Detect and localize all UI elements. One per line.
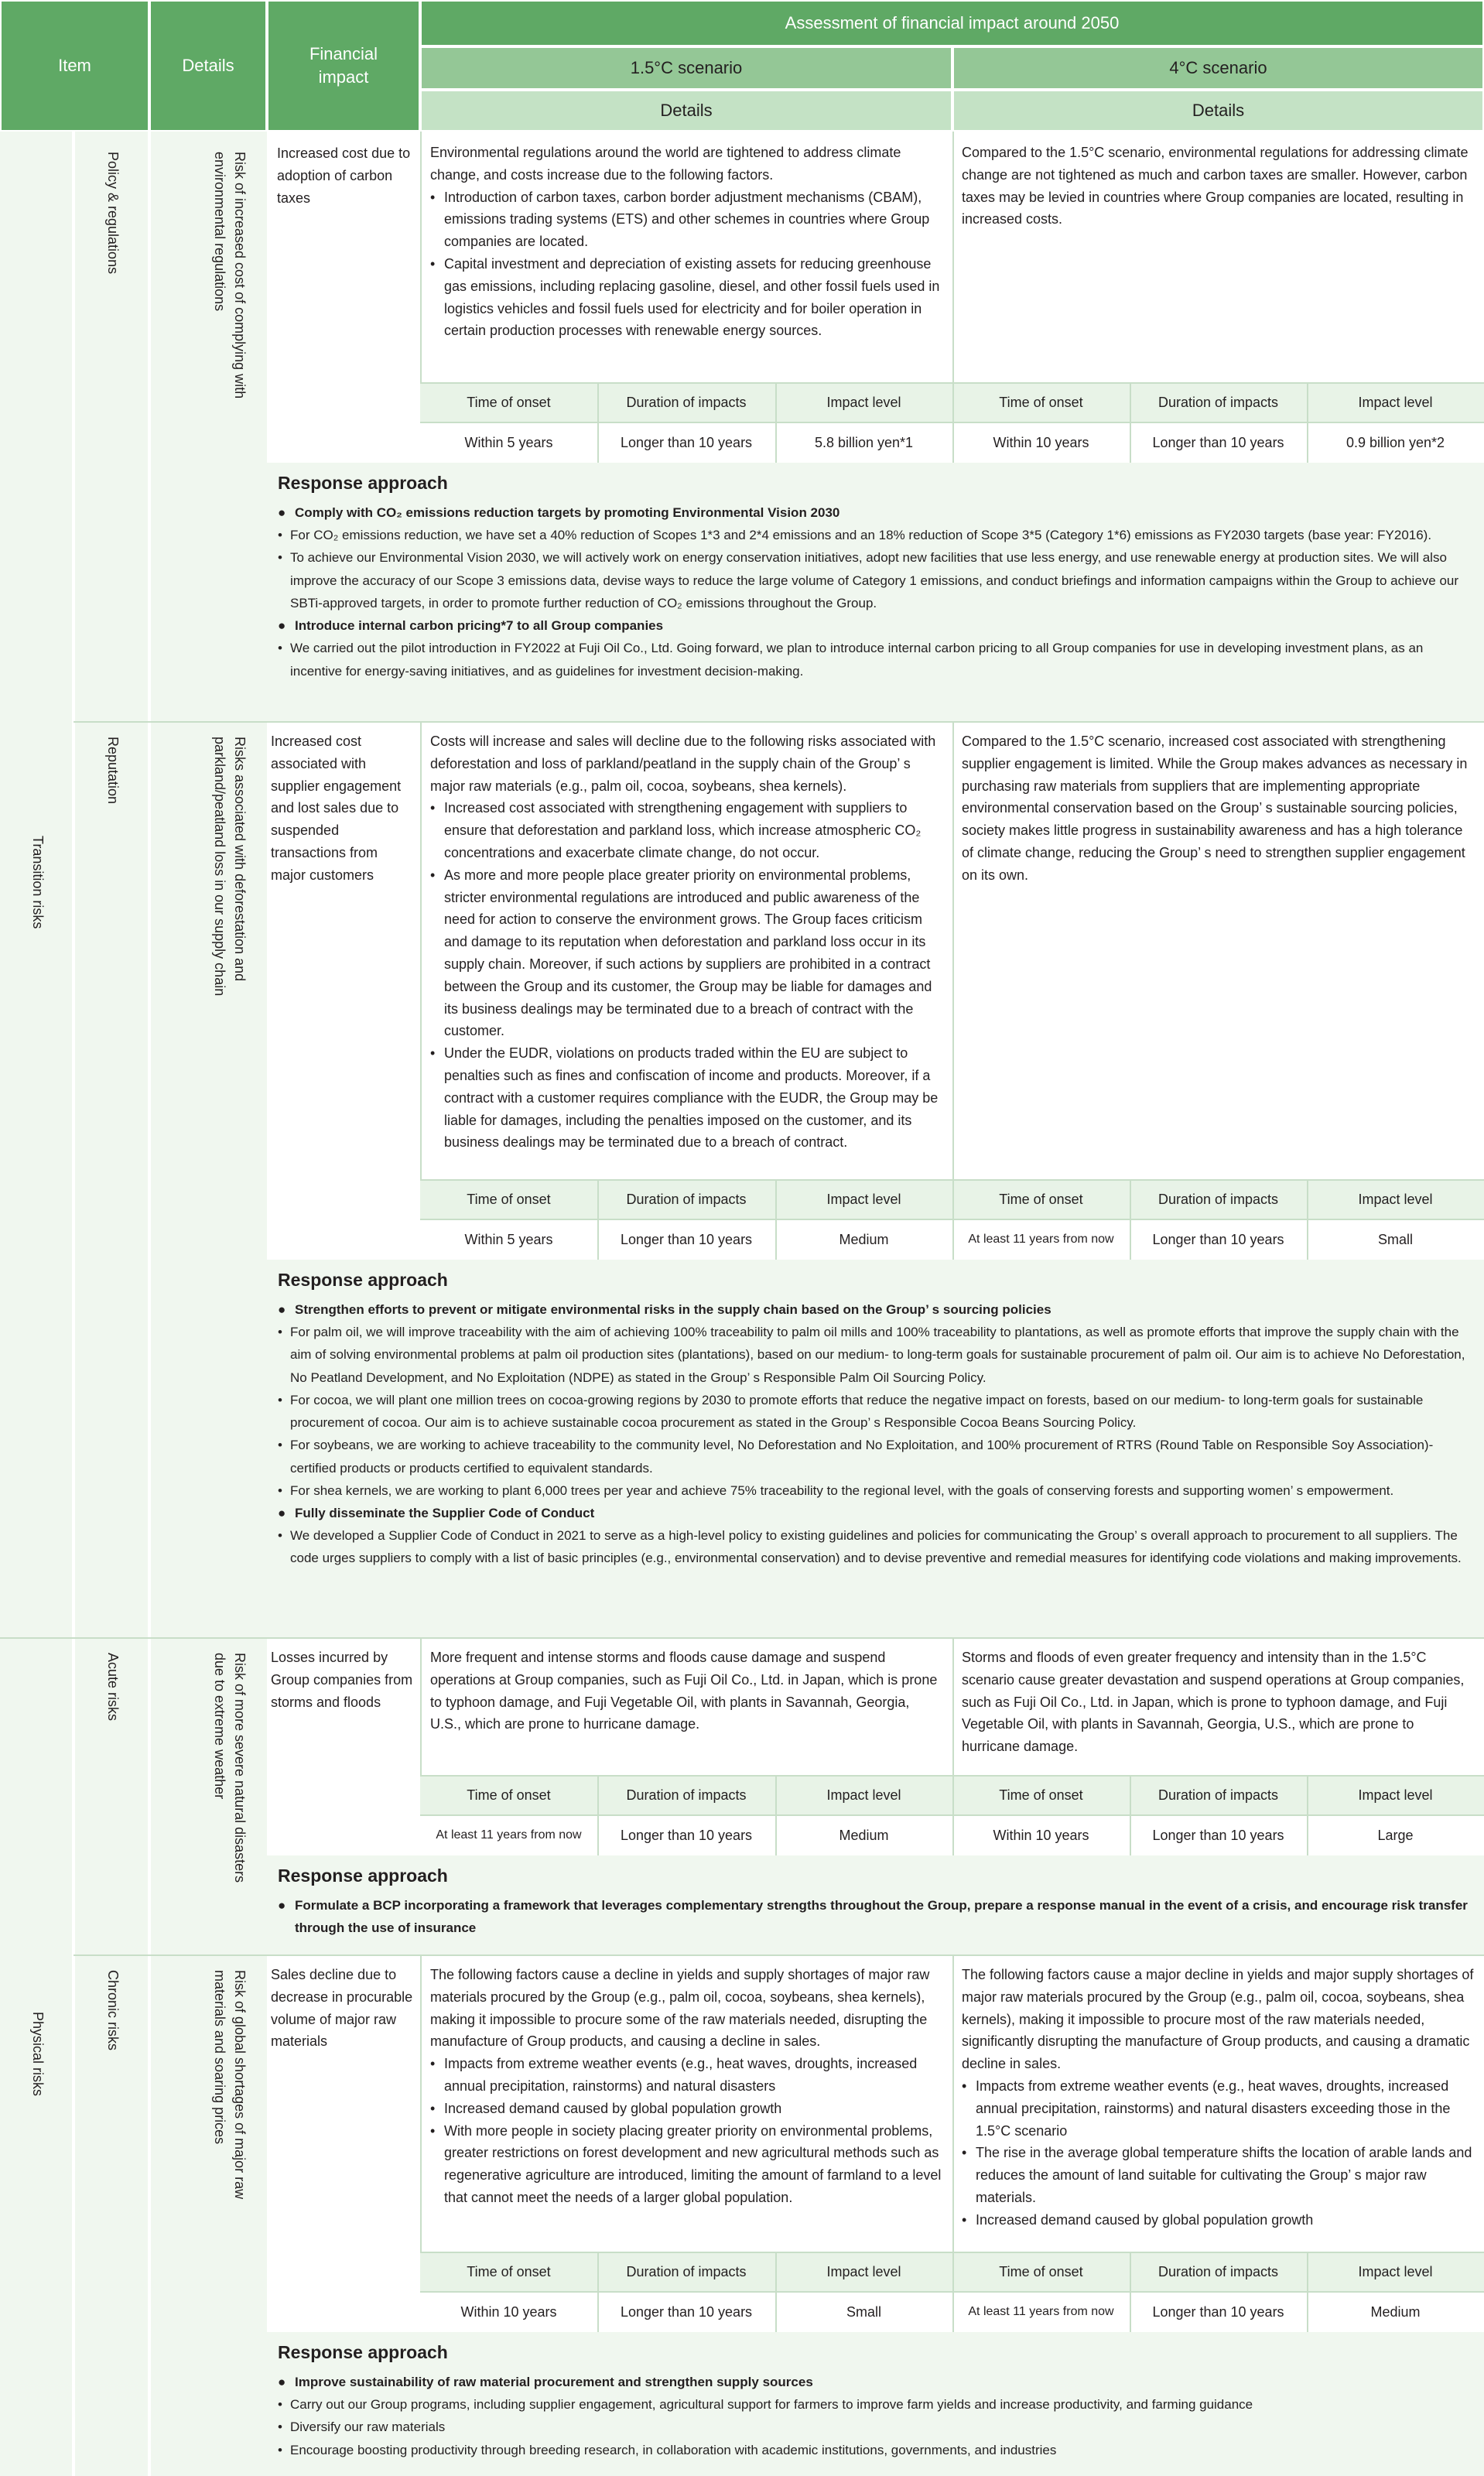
response-items xyxy=(278,524,1473,614)
metric-line xyxy=(1307,1775,1308,1855)
response-approach-chronic xyxy=(267,2332,1484,2476)
detail-acute: Risk of more severe natural disasters due to extreme weather xyxy=(212,1653,248,1883)
subcategory-reputation: Reputation xyxy=(105,737,121,805)
response-heading: ● Fully disseminate the Supplier Code of Conduct xyxy=(278,1502,1473,1524)
row3-bottom-divider xyxy=(74,1954,1484,1956)
s15-desc-chronic xyxy=(430,1964,942,2209)
response-approach-reputation xyxy=(267,1260,1484,1637)
metric-head-level: Impact level xyxy=(1307,382,1484,422)
metric-head-duration: Duration of impacts xyxy=(1130,382,1307,422)
s4-desc-reputation xyxy=(962,730,1474,887)
s15-level-value: Small xyxy=(775,2292,952,2332)
s15-bullet: • Impacts from extreme weather events (e.g., heat waves, droughts, increased annual precipitation, rainstorms) and natural disasters xyxy=(430,2053,942,2098)
response-item: • We carried out the pilot introduction in FY2022 at Fuji Oil Co., Ltd. Going forward, we plan to introduce internal carbon pricing to all Group companies for use in developing investment plans, as an incentive for energy-saving initiatives, and as guidelines for investment decision-making. xyxy=(278,637,1473,682)
row1-bottom-divider xyxy=(74,721,1484,723)
metric-head-onset: Time of onset xyxy=(952,2252,1130,2292)
s4-duration-value: Longer than 10 years xyxy=(1130,1219,1307,1260)
metric-line xyxy=(952,1775,954,1855)
financial-impact-chronic: Sales decline due to decrease in procurable volume of major raw materials xyxy=(271,1967,413,2050)
s15-bullet: • Introduction of carbon taxes, carbon border adjustment mechanisms (CBAM), emissions trading systems (ETS) and other schemes in countries where Group companies are located. xyxy=(430,186,942,253)
s15-onset-value: Within 10 years xyxy=(420,2292,597,2332)
metric-head-level: Impact level xyxy=(1307,1775,1484,1815)
metric-head-duration: Duration of impacts xyxy=(597,1775,775,1815)
header-scenario-15 xyxy=(420,46,952,90)
s15-bullets-reputation xyxy=(430,797,942,1154)
subcat-column-physical xyxy=(75,1639,149,2476)
s4-level-value: 0.9 billion yen*2 xyxy=(1307,422,1484,463)
metric-line xyxy=(952,382,954,463)
header-assessment-label: Assessment of financial impact around 2050 xyxy=(785,13,1120,33)
s4-onset-value: Within 10 years xyxy=(952,1815,1130,1855)
s15-onset-value: Within 5 years xyxy=(420,1219,597,1260)
header-item-label: Item xyxy=(58,56,91,76)
response-items xyxy=(278,1321,1473,1502)
response-heading: ● Formulate a BCP incorporating a framework that leverages complementary strengths throughout the Group, prepare a response manual in the event of a crisis, and encourage risk transfer through the use of insurance xyxy=(278,1894,1473,1939)
s15-bullet: • Under the EUDR, violations on products traded within the EU are subject to penalties such as fines and confiscation of income and products. Moreover, if a contract with a customer requires compliance with the EUDR, the Group may be liable for damages, including the penalties imposed on the customer, and its business dealings may be terminated due to a breach of contract. xyxy=(430,1042,942,1154)
metrics-chronic xyxy=(420,2252,1484,2332)
metric-head-onset: Time of onset xyxy=(420,1775,597,1815)
metric-head-level: Impact level xyxy=(1307,2252,1484,2292)
metric-line xyxy=(597,1179,599,1260)
s15-level-value: Medium xyxy=(775,1219,952,1260)
physical-risks-label: Physical risks xyxy=(30,2012,46,2097)
metric-head-duration: Duration of impacts xyxy=(597,2252,775,2292)
s15-duration-value: Longer than 10 years xyxy=(597,1815,775,1855)
metric-line xyxy=(1130,1775,1131,1855)
s4-level-value: Large xyxy=(1307,1815,1484,1855)
response-item: • Encourage boosting productivity through breeding research, in collaboration with academic institutions, governments, and industries xyxy=(278,2439,1473,2461)
s4-desc-acute xyxy=(962,1647,1474,1758)
s4-duration-value: Longer than 10 years xyxy=(1130,1815,1307,1855)
scenario-4-label: 4°C scenario xyxy=(1169,58,1267,78)
response-title: Response approach xyxy=(278,1270,448,1290)
metric-line xyxy=(1307,1179,1308,1260)
header-item xyxy=(0,0,149,132)
s4-intro-policy: Compared to the 1.5°C scenario, environmental regulations for addressing climate change are not tightened as much and carbon taxes are smaller. However, carbon taxes may be levied in countries where Group companies are located, resulting in increased costs. xyxy=(962,145,1469,227)
subcategory-acute: Acute risks xyxy=(105,1653,121,1722)
metric-head-level: Impact level xyxy=(775,2252,952,2292)
s15-bullets-chronic xyxy=(430,2053,942,2209)
s15-desc-reputation xyxy=(430,730,942,1154)
response-title: Response approach xyxy=(278,1866,448,1886)
s15-onset-value: Within 5 years xyxy=(420,422,597,463)
subcategory-policy: Policy & regulations xyxy=(105,152,121,275)
metric-line xyxy=(952,2252,954,2332)
s4-onset-value: At least 11 years from now xyxy=(952,1219,1130,1260)
metric-line xyxy=(775,2252,777,2332)
header-details xyxy=(149,0,267,132)
s15-duration-value: Longer than 10 years xyxy=(597,1219,775,1260)
detail-chronic: Risk of global shortages of major raw materials and soaring prices xyxy=(212,1970,248,2200)
metric-head-level: Impact level xyxy=(775,1775,952,1815)
s4-bullet: • The rise in the average global temperature shifts the location of arable lands and reduces the amount of land suitable for cultivating the Group’ s major raw materials. xyxy=(962,2142,1474,2208)
metric-head-duration: Duration of impacts xyxy=(1130,1775,1307,1815)
response-title: Response approach xyxy=(278,473,448,493)
s15-duration-value: Longer than 10 years xyxy=(597,422,775,463)
response-title: Response approach xyxy=(278,2342,448,2362)
subcategory-chronic: Chronic risks xyxy=(105,1970,121,2051)
s4-bullets-chronic xyxy=(962,2075,1474,2231)
response-heading: ● Comply with CO₂ emissions reduction targets by promoting Environmental Vision 2030 xyxy=(278,501,1473,524)
s4-onset-value: At least 11 years from now xyxy=(952,2292,1130,2332)
s15-intro-reputation: Costs will increase and sales will decline due to the following risks associated with deforestation and loss of parkland/peatland in the supply chain of the Group’ s major raw materials (e.g., palm oil, cocoa, soybeans, shea kernels). xyxy=(430,734,936,794)
metric-head-onset: Time of onset xyxy=(420,1179,597,1219)
s15-level-value: 5.8 billion yen*1 xyxy=(775,422,952,463)
header-details-4 xyxy=(952,90,1484,132)
s15-bullets-policy xyxy=(430,186,942,343)
metrics-reputation xyxy=(420,1179,1484,1260)
subcat-column-transition xyxy=(75,132,149,1637)
header-scenario-4 xyxy=(952,46,1484,90)
s15-desc-policy xyxy=(430,142,942,342)
response-item: • Carry out our Group programs, including supplier engagement, agricultural support for farmers to improve farm yields and increase productivity, and farming guidance xyxy=(278,2393,1473,2416)
response-item: • For cocoa, we will plant one million trees on cocoa-growing regions by 2030 to promote efforts that reduce the negative impact on forests, based on our medium- to long-term goals for sustainable procurement of cocoa. Our aim is to achieve sustainable cocoa procurement as stated in the Group’ s Responsible Cocoa Beans Sourcing Policy. xyxy=(278,1389,1473,1434)
response-item: • For palm oil, we will improve traceability with the aim of achieving 100% traceability to palm oil mills and 100% traceability to plantations, as well as promote efforts that improve the supply chain with the aim of solving environmental problems at palm oil production sites (plantations), based on our medium- to long-term goals for sustainable procurement of palm oil. Our aim is to achieve No Deforestation, No Peatland Development, and No Exploitation (NDPE) as stated in the Group’ s Responsible Palm Oil Sourcing Policy. xyxy=(278,1321,1473,1389)
s15-bullet: • Increased demand caused by global population growth xyxy=(430,2098,942,2120)
s4-onset-value: Within 10 years xyxy=(952,422,1130,463)
response-item: • We developed a Supplier Code of Conduct in 2021 to serve as a high-level policy to existing guidelines and policies for communicating the Group’ s overall approach to procurement to all suppliers. The code urges suppliers to comply with a list of basic principles (e.g., environmental conservation) and to devise preventive and remedial measures for identifying code violations and making improvements. xyxy=(278,1524,1473,1569)
s4-intro-acute: Storms and floods of even greater frequency and intensity than in the 1.5°C scenario cause greater devastation and suspend operations at Group companies, such as Fuji Oil Co., Ltd. in Japan, which is prone to typhoon damage, and Fuji Vegetable Oil, with plants in Savannah, Georgia, U.S., which are prone to hurricane damage. xyxy=(962,1650,1465,1755)
metric-head-onset: Time of onset xyxy=(952,382,1130,422)
metric-line xyxy=(597,2252,599,2332)
response-item: • To achieve our Environmental Vision 2030, we will actively work on energy conservation initiatives, adopt new facilities that use less energy, and use renewable energy at production sites. We will also improve the accuracy of our Scope 3 emissions data, devise ways to reduce the large volume of Category 1 emissions, and conduct briefings and information campaigns within the Group to achieve our SBTi-approved targets, in order to promote further reduction of CO₂ emissions throughout the Group. xyxy=(278,546,1473,614)
metric-line xyxy=(952,1179,954,1260)
metric-head-level: Impact level xyxy=(775,382,952,422)
s4-intro-chronic: The following factors cause a major decline in yields and major supply shortages of major raw materials procured by the Group (e.g., palm oil, cocoa, soybeans, shea kernels), making it impossible to procure most of the raw materials needed, significantly disrupting the manufacture of Group products, and causing a dramatic decline in sales. xyxy=(962,1967,1474,2072)
metric-head-onset: Time of onset xyxy=(420,382,597,422)
details-15-label: Details xyxy=(660,101,713,121)
detail-policy: Risk of increased cost of complying with environmental regulations xyxy=(212,152,248,399)
metric-line xyxy=(1307,2252,1308,2332)
s4-duration-value: Longer than 10 years xyxy=(1130,422,1307,463)
s15-onset-value: At least 11 years from now xyxy=(420,1815,597,1855)
transition-risks-label: Transition risks xyxy=(30,836,46,929)
s4-level-value: Medium xyxy=(1307,2292,1484,2332)
s15-bullet: • With more people in society placing greater priority on environmental problems, greater restrictions on forest development and new agricultural methods such as regenerative agriculture are introduced, limiting the amount of farmland to a level that cannot meet the needs of a larger global population. xyxy=(430,2120,942,2209)
metric-head-level: Impact level xyxy=(1307,1179,1484,1219)
s4-duration-value: Longer than 10 years xyxy=(1130,2292,1307,2332)
s15-intro-acute: More frequent and intense storms and floods cause damage and suspend operations at Group companies, such as Fuji Oil Co., Ltd. in Japan, which is prone to typhoon damage, and Fuji Vegetable Oil, with plants in Savannah, Georgia, U.S., which are prone to hurricane damage. xyxy=(430,1650,938,1732)
metric-head-duration: Duration of impacts xyxy=(1130,2252,1307,2292)
s4-intro-reputation: Compared to the 1.5°C scenario, increased cost associated with strengthening supplier engagement is limited. While the Group makes advances as necessary in purchasing raw materials from suppliers that are implementing appropriate environmental conservation based on the Group’ s sustainable sourcing policies, society makes little progress in sustainability awareness and has a high tolerance of climate change, reducing the Group’ s need to strengthen supplier engagement on its own. xyxy=(962,734,1468,883)
metric-head-onset: Time of onset xyxy=(952,1775,1130,1815)
response-items xyxy=(278,1524,1473,1569)
s4-desc-chronic xyxy=(962,1964,1474,2231)
metric-head-duration: Duration of impacts xyxy=(597,1179,775,1219)
header-financial-impact xyxy=(267,0,420,132)
financial-impact-reputation: Increased cost associated with supplier engagement and lost sales due to suspended transactions from major customers xyxy=(271,734,402,883)
header-details-label: Details xyxy=(182,56,234,76)
s15-bullet: • As more and more people place greater priority on environmental problems, stricter environmental regulations are introduced and public awareness of the need for action to conserve the environment grows. The Group faces criticism and damage to its reputation when deforestation and parkland loss occur in its supply chain. Moreover, if such actions by suppliers are prohibited in a contract between the Group and its customer, the Group may be liable for damages and its business dealings may be terminated due to a breach of contract with the customer. xyxy=(430,864,942,1042)
s15-desc-acute xyxy=(430,1647,942,1736)
s15-bullet: • Increased cost associated with strengthening engagement with suppliers to ensure that deforestation and parkland loss, which increase atmospheric CO₂ concentrations and exacerbate climate change, do not occur. xyxy=(430,797,942,864)
s15-intro-policy: Environmental regulations around the world are tightened to address climate change, and costs increase due to the following factors. xyxy=(430,145,901,183)
metric-line xyxy=(1307,382,1308,463)
header-financial-label: Financial impact xyxy=(309,44,378,87)
response-item: • For CO₂ emissions reduction, we have set a 40% reduction of Scopes 1*3 and 2*4 emissions and an 18% reduction of Scope 3*5 (Category 1*6) emissions as FY2030 targets (base year: FY2016). xyxy=(278,524,1473,546)
s15-duration-value: Longer than 10 years xyxy=(597,2292,775,2332)
metrics-acute xyxy=(420,1775,1484,1855)
response-item: • For soybeans, we are working to achieve traceability to the community level, No Deforestation and No Exploitation, and 100% procurement of RTRS (Round Table on Responsible Soy Association)-certified products or products certified to equivalent standards. xyxy=(278,1434,1473,1479)
metric-line xyxy=(775,382,777,463)
s4-desc-policy xyxy=(962,142,1474,231)
metric-line xyxy=(1130,1179,1131,1260)
response-approach-policy xyxy=(267,463,1484,721)
metric-line xyxy=(597,382,599,463)
metric-line xyxy=(597,1775,599,1855)
metric-head-duration: Duration of impacts xyxy=(1130,1179,1307,1219)
metric-head-onset: Time of onset xyxy=(952,1179,1130,1219)
metrics-policy xyxy=(420,382,1484,463)
metric-head-duration: Duration of impacts xyxy=(597,382,775,422)
response-approach-acute xyxy=(267,1855,1484,1954)
response-heading: ● Introduce internal carbon pricing*7 to all Group companies xyxy=(278,614,1473,637)
metric-line xyxy=(775,1775,777,1855)
detail-reputation: Risks associated with deforestation and parkland/peatland loss in our supply chain xyxy=(212,737,248,997)
response-item: • Diversify our raw materials xyxy=(278,2416,1473,2438)
header-assessment xyxy=(420,0,1484,46)
metric-head-level: Impact level xyxy=(775,1179,952,1219)
metric-line xyxy=(1130,2252,1131,2332)
details-4-label: Details xyxy=(1192,101,1245,121)
header-details-15 xyxy=(420,90,952,132)
s15-intro-chronic: The following factors cause a decline in yields and supply shortages of major raw materials procured by the Group (e.g., palm oil, cocoa, soybeans, shea kernels), making it impossible to procure some of the raw materials needed, disrupting the manufacture of Group products, and causing a decline in sales. xyxy=(430,1967,930,2050)
s4-level-value: Small xyxy=(1307,1219,1484,1260)
metric-line xyxy=(1130,382,1131,463)
s4-bullet: • Increased demand caused by global population growth xyxy=(962,2209,1474,2231)
metric-head-onset: Time of onset xyxy=(420,2252,597,2292)
s4-bullet: • Impacts from extreme weather events (e.g., heat waves, droughts, increased annual precipitation, rainstorms) and natural disasters exceeding those in the 1.5°C scenario xyxy=(962,2075,1474,2142)
financial-impact-policy: Increased cost due to adoption of carbon taxes xyxy=(277,145,411,206)
response-item: • For shea kernels, we are working to plant 6,000 trees per year and achieve 75% traceability to the regional level, with the goals of conserving forests and supporting women’ s empowerment. xyxy=(278,1479,1473,1502)
response-heading: ● Improve sustainability of raw material procurement and strengthen supply sources xyxy=(278,2371,1473,2393)
response-heading: ● Strengthen efforts to prevent or mitigate environmental risks in the supply chain based on the Group’ s sourcing policies xyxy=(278,1298,1473,1321)
financial-impact-acute: Losses incurred by Group companies from storms and floods xyxy=(271,1650,413,1710)
scenario-15-label: 1.5°C scenario xyxy=(630,58,743,78)
s15-level-value: Medium xyxy=(775,1815,952,1855)
response-items xyxy=(278,637,1473,682)
s15-bullet: • Capital investment and depreciation of existing assets for reducing greenhouse gas emissions, including replacing gasoline, diesel, and other fossil fuels used in logistics vehicles and fossil fuels used for electricity and for boiler operation in certain production processes with renewable energy sources. xyxy=(430,253,942,342)
metric-line xyxy=(775,1179,777,1260)
response-items xyxy=(278,2393,1473,2461)
